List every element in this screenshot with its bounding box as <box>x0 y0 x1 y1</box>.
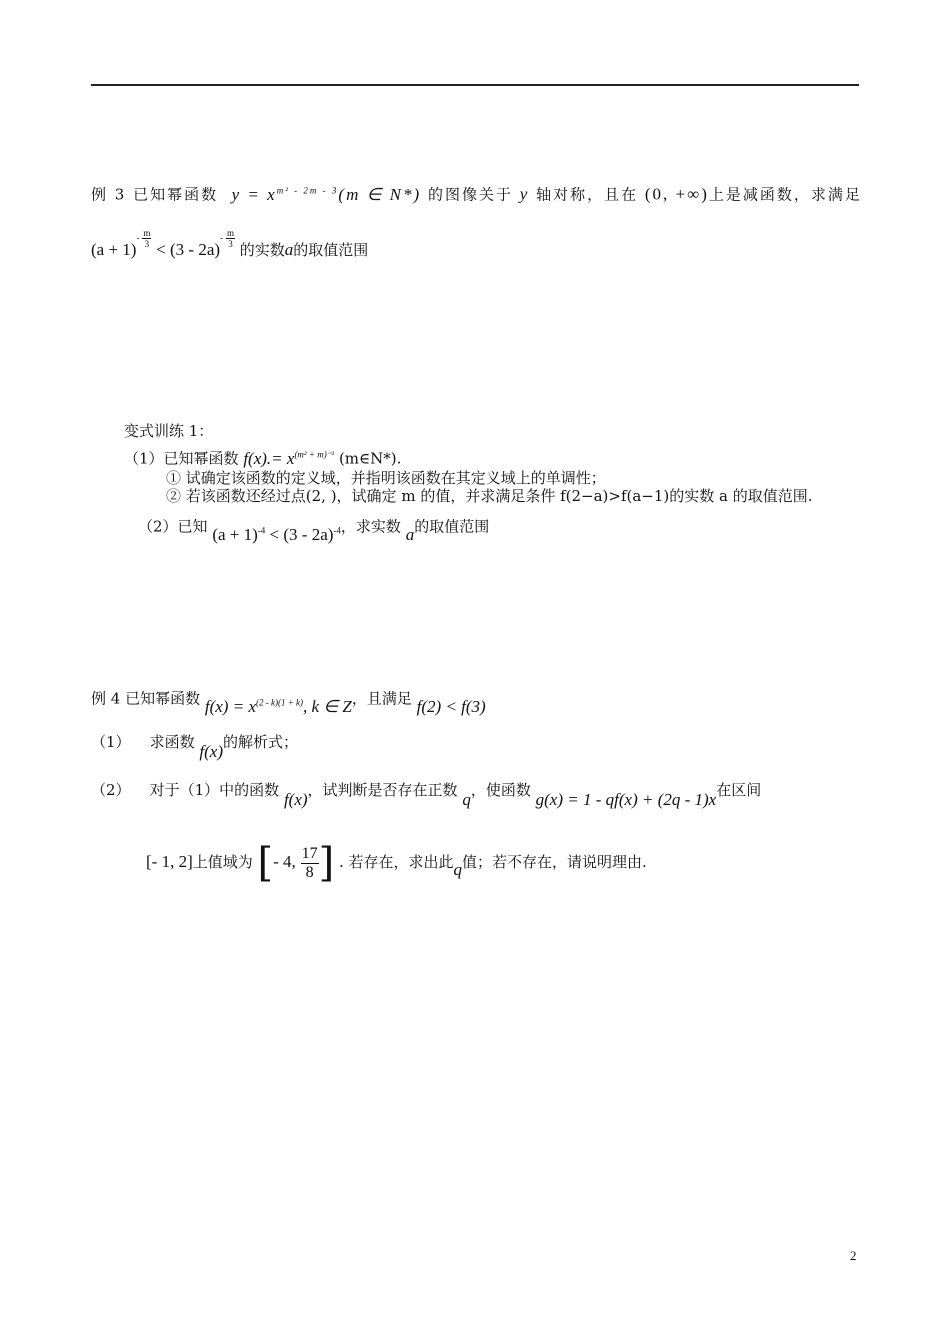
q-variable: q <box>462 790 471 809</box>
text: 对于（1）中的函数 <box>149 781 280 799</box>
condition: (m∈N*). <box>338 449 402 468</box>
text: ，求实数 <box>340 517 401 536</box>
example-3-line-2: $(a + 1)^{- \frac{m}{3}}$ < (3 - 2a)$^{- \frac{m}{3}}$ 的实数a的取值范围 <box>91 228 369 259</box>
q-variable: q <box>453 860 463 879</box>
text: ，且满足 <box>351 689 412 708</box>
text: 的解析式； <box>223 733 299 751</box>
y-variable: y <box>519 184 530 204</box>
text: 的图像关于 <box>427 185 513 204</box>
part-1-label: （1）已知幂函数 <box>124 449 239 468</box>
text: ，试判断是否存在正数 <box>307 781 458 799</box>
inequality-mid: < (3 - 2a) <box>156 240 221 259</box>
text: 的实数 <box>239 241 285 259</box>
text: . 若存在，求出此 <box>338 853 454 871</box>
variant-item-2: ② 若该函数还经过点(2, )，试确定 m 的值，并求满足条件 f(2−a)>f(a−1)的实数 a 的取值范围. <box>166 487 813 505</box>
function: f(x) <box>283 790 308 809</box>
example-4-label: 例 4 已知幂函数 <box>91 689 201 708</box>
interval: (0, +∞) <box>644 184 709 204</box>
text: 的取值范围 <box>414 517 490 536</box>
example-4-line-1 <box>91 684 486 716</box>
variant-inequality: $(a + 1)^{-4} < (3 - 2a)^{-4}$ <box>212 524 341 544</box>
a-variable: a <box>284 240 294 259</box>
page-number: 2 <box>850 1248 857 1263</box>
text: 值；若不存在，请说明理由. <box>462 853 647 871</box>
text: 上是减函数，求满足 <box>708 185 862 204</box>
question-number: （1） <box>91 733 131 751</box>
header-rule <box>91 84 859 86</box>
inequality-left: (a + 1) <box>91 240 137 259</box>
text: 在区间 <box>716 781 762 799</box>
variant-title: 变式训练 1： <box>124 422 214 440</box>
question-1 <box>91 732 299 761</box>
variant-item-1: ① 试确定该函数的定义域，并指明该函数在其定义域上的单调性； <box>166 469 606 487</box>
range-left: - 4, <box>273 852 296 871</box>
text: 上值域为 <box>192 853 253 871</box>
question-2-line-2: [- 1, 2]上值域为 [- 4, $\frac{17}{8}$ ] . 若存在，求出此q值；若不存在，请说明理由. <box>146 840 647 886</box>
power-function: $y = x^{m^2 - 2m - 3}(m$ ∈ N*) <box>231 184 422 204</box>
fraction: $\frac{17}{8}$ <box>301 844 318 881</box>
question-number: （2） <box>91 781 131 799</box>
example-3-label: 例 3 已知幂函数 <box>91 185 219 204</box>
part-2-label: （2）已知 <box>138 517 208 536</box>
text: 轴对称，且在 <box>536 185 639 204</box>
text: 的取值范围 <box>293 241 369 259</box>
function: f(x) <box>199 742 224 761</box>
variant-function: $f(x).= x^{(m^2 + m)^{-1}}$ <box>243 448 335 468</box>
variant-part-2 <box>138 512 490 544</box>
text: 求函数 <box>149 733 195 751</box>
power-function: $f(x) = x^{(2 - k)(1 + k)}$, k ∈ Z <box>204 696 352 716</box>
a-variable: a <box>405 524 415 544</box>
text: ，使函数 <box>470 781 531 799</box>
g-function: g(x) = 1 - qf(x) + (2q - 1)x <box>535 790 717 809</box>
example-3-line-1 <box>91 180 862 205</box>
interval: [- 1, 2] <box>146 852 193 871</box>
question-2 <box>91 780 762 809</box>
condition: f(2) < f(3) <box>416 696 486 716</box>
variant-part-1 <box>124 444 401 469</box>
